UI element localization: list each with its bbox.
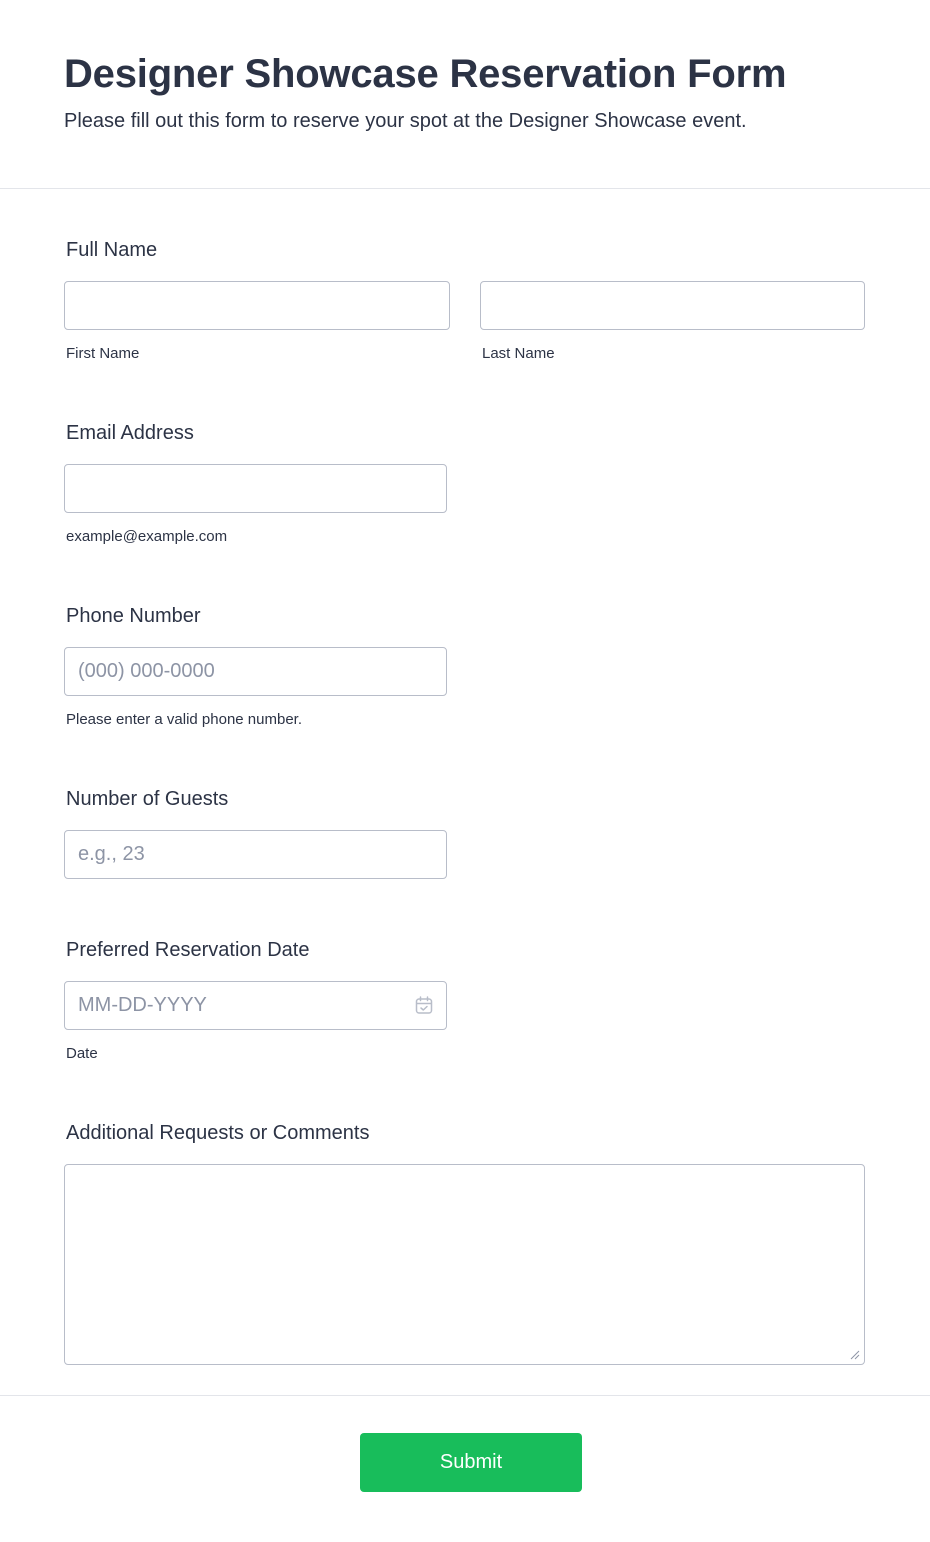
first-name-input[interactable] <box>64 281 450 330</box>
email-sublabel: example@example.com <box>66 528 228 545</box>
date-picker <box>64 981 447 1030</box>
form-header <box>0 0 930 189</box>
comments-label: Additional Requests or Comments <box>66 1122 370 1144</box>
date-label: Preferred Reservation Date <box>66 939 310 961</box>
comments-textarea[interactable] <box>64 1164 865 1365</box>
guests-input[interactable] <box>64 830 447 879</box>
form-description: Please fill out this form to reserve your spot at the Designer Showcase event. <box>64 110 747 132</box>
date-input[interactable] <box>64 981 447 1030</box>
form-title: Designer Showcase Reservation Form <box>64 52 787 96</box>
calendar-icon[interactable] <box>415 996 433 1015</box>
first-name-sublabel: First Name <box>66 345 140 362</box>
guests-label: Number of Guests <box>66 788 229 810</box>
email-field[interactable] <box>64 464 447 513</box>
email-label: Email Address <box>66 422 194 444</box>
full-name-label: Full Name <box>66 239 158 261</box>
date-sublabel: Date <box>66 1045 98 1062</box>
phone-input[interactable] <box>64 647 447 696</box>
footer-divider <box>0 1395 930 1396</box>
resize-handle-icon[interactable] <box>849 1349 860 1360</box>
last-name-sublabel: Last Name <box>482 345 555 362</box>
phone-sublabel: Please enter a valid phone number. <box>66 711 302 728</box>
phone-label: Phone Number <box>66 605 201 627</box>
last-name-input[interactable] <box>480 281 865 330</box>
submit-button[interactable]: Submit <box>360 1433 582 1492</box>
